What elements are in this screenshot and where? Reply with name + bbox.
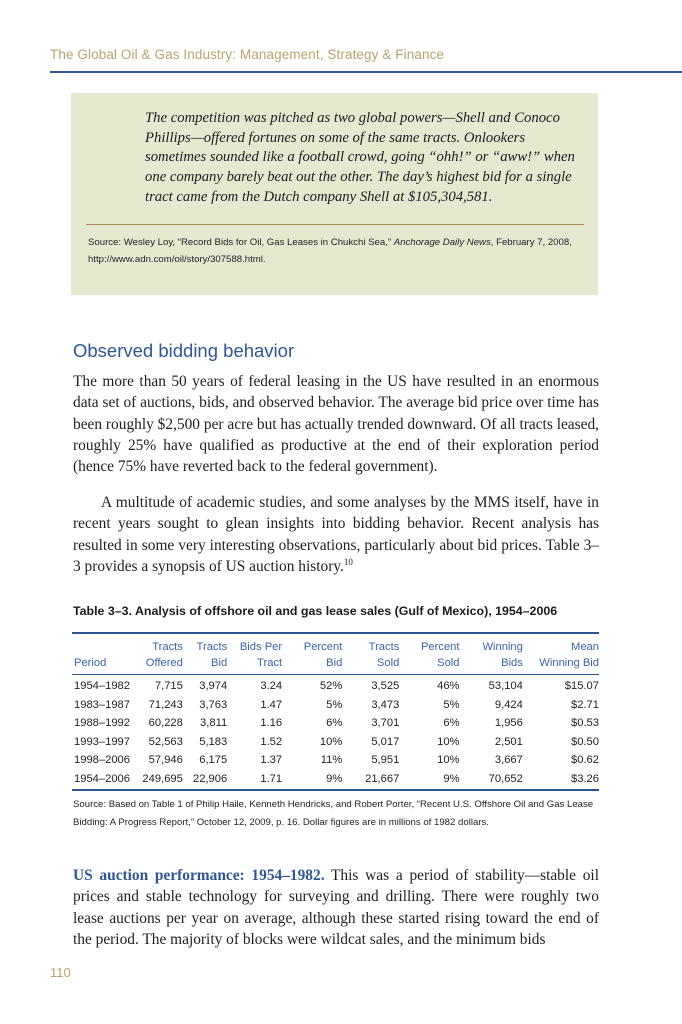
table-cell: 2,501 bbox=[494, 735, 523, 748]
callout-source-suffix: , February 7, 2008, http://www.adn.com/oil/story/307588.html. bbox=[88, 237, 572, 265]
table-cell: 5,951 bbox=[371, 754, 400, 767]
table-row bbox=[72, 675, 599, 696]
table-title: Table 3–3. Analysis of offshore oil and gas lease sales (Gulf of Mexico), 1954–2006 bbox=[73, 604, 558, 618]
table-cell: 70,652 bbox=[488, 772, 523, 785]
callout-source-prefix: Source: Wesley Loy, “Record Bids for Oil, Gas Leases in Chukchi Sea,” bbox=[88, 237, 392, 248]
table-header: Tracts Bid bbox=[196, 641, 228, 669]
callout-source bbox=[88, 234, 588, 268]
table-cell: 53,104 bbox=[488, 680, 523, 692]
table-cell: 57,946 bbox=[148, 754, 183, 767]
table-cell: 1.52 bbox=[260, 735, 283, 748]
table-cell: 1988–1992 bbox=[74, 717, 130, 730]
table-cell: $15.07 bbox=[564, 680, 599, 692]
table-cell: 5,183 bbox=[199, 735, 228, 748]
table-cell: 3.24 bbox=[260, 680, 283, 692]
table-cell: 22,906 bbox=[193, 772, 228, 785]
table-row bbox=[72, 733, 599, 752]
table-cell: 3,974 bbox=[199, 680, 228, 692]
running-head: The Global Oil & Gas Industry: Management, Strategy & Finance bbox=[50, 47, 445, 62]
table-header: Percent Sold bbox=[420, 641, 460, 669]
table-cell: 3,525 bbox=[371, 680, 400, 692]
table-cell: 9% bbox=[326, 772, 343, 785]
table-cell: 1.37 bbox=[260, 754, 283, 767]
table-cell: 52,563 bbox=[148, 735, 183, 748]
quote-callout bbox=[71, 93, 598, 295]
body-paragraph-3 bbox=[73, 865, 599, 950]
table-cell: 3,763 bbox=[199, 698, 228, 711]
table-header: Percent Bid bbox=[303, 641, 343, 669]
table-cell: 5,017 bbox=[371, 735, 400, 748]
table-cell: 3,811 bbox=[200, 717, 228, 730]
data-table bbox=[72, 632, 599, 791]
table-cell: 71,243 bbox=[148, 698, 183, 711]
table-cell: 3,667 bbox=[494, 754, 523, 767]
body-paragraph-3-text: This was a period of stability—stable oil prices and stable technology for surveying and drilling. There were roughly two lease auctions per year on average, although these started rising toward the end of the period. The majority of blocks were wildcat sales, and the minimum bids bbox=[73, 867, 599, 948]
table-row bbox=[72, 751, 599, 770]
run-in-heading: US auction performance: 1954–1982. bbox=[73, 867, 325, 884]
table-cell: 5% bbox=[443, 698, 460, 711]
body-paragraph-2 bbox=[73, 492, 599, 577]
table-cell: 1954–1982 bbox=[74, 680, 130, 692]
table-cell: 1954–2006 bbox=[74, 772, 130, 785]
table-cell: $0.50 bbox=[571, 735, 599, 748]
table-cell: $0.62 bbox=[571, 754, 599, 767]
table-cell: 5% bbox=[326, 698, 343, 711]
section-heading: Observed bidding behavior bbox=[73, 340, 295, 361]
page-number: 110 bbox=[50, 965, 71, 980]
table-header: Winning Bids bbox=[482, 641, 523, 669]
table-cell: 1998–2006 bbox=[74, 754, 130, 767]
table-header: Tracts Offered bbox=[145, 641, 183, 669]
table-source: Source: Based on Table 1 of Philip Haile, Kenneth Hendricks, and Robert Porter, “Recent U.S. Offshore Oil and Gas Lease Bidding: A Progress Report,” October 12, 2009, p. 16. Dollar figures are in millions of 1982 dollars. bbox=[73, 799, 594, 828]
table-header: Period bbox=[74, 656, 107, 669]
table-cell: 1.47 bbox=[260, 698, 283, 711]
callout-quote: The competition was pitched as two global powers—Shell and Conoco Phillips—offered fortunes on some of the same tracts. Onlookers sometimes sounded like a football crowd, going “ohh!” or “aww!” when one company barely beat out the other. The day’s highest bid for a single tract came from the Dutch company Shell at $105,304,581. bbox=[145, 110, 575, 205]
table-cell: $3.26 bbox=[571, 772, 599, 785]
table-cell: 10% bbox=[437, 754, 460, 767]
table-cell: 1.71 bbox=[260, 772, 283, 785]
table-cell: 249,695 bbox=[142, 772, 183, 785]
table-cell: 11% bbox=[320, 754, 343, 767]
table-row bbox=[72, 770, 599, 789]
table-header: Bids Per Tract bbox=[239, 641, 283, 669]
body-paragraph-1: The more than 50 years of federal leasing in the US have resulted in an enormous data set of auctions, bids, and observed behavior. The average bid price over time has been roughly $2,500 per acre but has actually trended downward. Of all tracts leased, roughly 25% have qualified as productive at the end of their exploration period (hence 75% have reverted back to the federal government). bbox=[73, 373, 599, 476]
callout-source-journal: Anchorage Daily News bbox=[393, 237, 491, 248]
callout-divider bbox=[86, 224, 584, 225]
table-header: Tracts Sold bbox=[368, 641, 400, 669]
table-cell: 1.16 bbox=[260, 717, 283, 730]
table-cell: 10% bbox=[319, 735, 343, 748]
footnote-ref: 10 bbox=[343, 556, 353, 567]
header-rule bbox=[50, 71, 682, 73]
table-cell: 6,175 bbox=[199, 754, 228, 767]
table-cell: $2.71 bbox=[571, 698, 599, 711]
table-cell: 52% bbox=[319, 680, 343, 692]
table-cell: 1,956 bbox=[494, 717, 523, 730]
body-paragraph-2-text: A multitude of academic studies, and some analyses by the MMS itself, have in recent years sought to glean insights into bidding behavior. Recent analysis has resulted in some very interesting observations, particularly about bid prices. Table 3–3 provides a synopsis of US auction history. bbox=[73, 494, 599, 575]
table-cell: 46% bbox=[437, 680, 460, 692]
table-cell: 7,715 bbox=[154, 680, 183, 692]
table-cell: 6% bbox=[443, 717, 460, 730]
table-cell: 60,228 bbox=[148, 717, 183, 730]
table-cell: 9% bbox=[443, 772, 460, 785]
table-header: Mean Winning Bid bbox=[539, 641, 599, 669]
table-cell: 21,667 bbox=[365, 772, 400, 785]
table-header-row bbox=[72, 634, 599, 675]
table-cell: 6% bbox=[326, 717, 343, 730]
table-row bbox=[72, 696, 599, 715]
table-cell: $0.53 bbox=[571, 717, 599, 730]
table-cell: 3,701 bbox=[371, 717, 400, 730]
table-cell: 10% bbox=[437, 735, 460, 748]
table-cell: 1983–1987 bbox=[74, 698, 130, 711]
table-cell: 1993–1997 bbox=[74, 735, 130, 748]
table-cell: 3,473 bbox=[371, 698, 400, 711]
table-row bbox=[72, 714, 599, 733]
table-cell: 9,424 bbox=[494, 698, 523, 711]
